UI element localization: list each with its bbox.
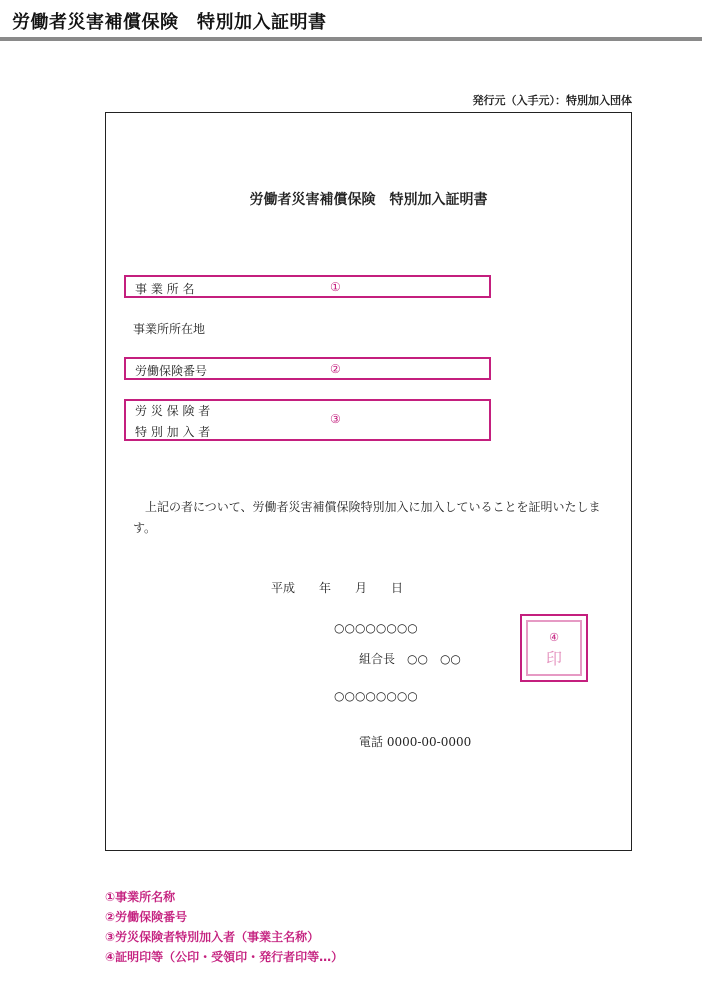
seal-character: 印 — [545, 649, 562, 668]
organization-name: ○○○○○○○○ — [334, 621, 418, 635]
issue-date: 平成 年 月 日 — [271, 581, 404, 595]
organization-name-secondary: ○○○○○○○○ — [334, 689, 418, 703]
seal-stamp — [520, 614, 588, 682]
legend-notes — [105, 887, 343, 967]
page-title: 労働者災害補償保険 特別加入証明書 — [12, 12, 327, 33]
title-divider — [0, 37, 702, 41]
insured-person-field — [124, 399, 491, 441]
note-item: ③労災保険者特別加入者（事業主名称） — [105, 930, 320, 944]
office-address-label: 事業所所在地 — [133, 322, 206, 336]
office-name-marker: ① — [330, 280, 341, 294]
certificate-title: 労働者災害補償保険 特別加入証明書 — [249, 192, 488, 208]
insured-label-line1: 労 災 保 険 者 — [135, 404, 211, 418]
phone-number: 電話 0000-00-0000 — [359, 735, 472, 749]
certificate-document — [105, 112, 632, 851]
insured-marker: ③ — [330, 412, 341, 426]
office-name-label: 事 業 所 名 — [135, 282, 195, 296]
note-item: ④証明印等（公印・受領印・発行者印等…） — [105, 950, 344, 964]
issuer-note: 発行元（入手元）：特別加入団体 — [472, 94, 632, 107]
insured-label-line2: 特 別 加 入 者 — [135, 425, 211, 439]
insurance-number-marker: ② — [330, 362, 341, 376]
note-item: ①事業所名称 — [105, 890, 176, 904]
note-item: ②労働保険番号 — [105, 910, 188, 924]
chairman-name: 組合長 ○○ ○○ — [359, 652, 461, 666]
office-name-field — [124, 275, 491, 298]
insurance-number-label: 労働保険番号 — [135, 364, 208, 378]
insurance-number-field — [124, 357, 491, 380]
seal-marker: ④ — [549, 631, 559, 644]
certification-statement: 上記の者について、労働者災害補償保険特別加入に加入していることを証明いたします。 — [133, 500, 601, 535]
